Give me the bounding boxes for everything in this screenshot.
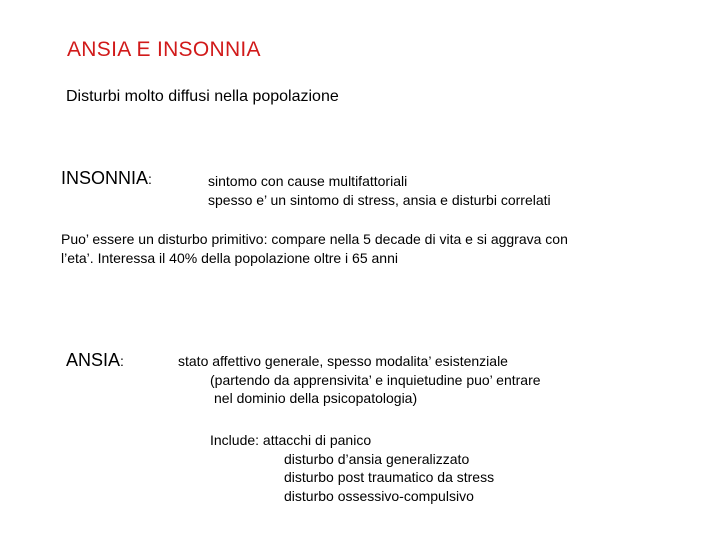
insonnia-colon: : xyxy=(148,171,152,187)
include-item: disturbo post traumatico da stress xyxy=(284,469,495,485)
insonnia-paragraph xyxy=(61,230,568,267)
ansia-term-label: ANSIA xyxy=(66,350,121,370)
ansia-colon: : xyxy=(120,353,124,369)
insonnia-term-label: INSONNIA xyxy=(61,168,149,188)
paragraph-line-1: Puo’ essere un disturbo primitivo: compare nella 5 decade di vita e si aggrava con xyxy=(61,231,568,247)
ansia-line-1: stato affettivo generale, spesso modalita’ esistenziale xyxy=(178,353,508,369)
ansia-description xyxy=(178,352,541,408)
ansia-term xyxy=(66,350,124,371)
slide-subtitle: Disturbi molto diffusi nella popolazione xyxy=(66,88,339,105)
insonnia-description xyxy=(208,172,551,209)
ansia-line-3: nel dominio della psicopatologia) xyxy=(214,390,418,406)
ansia-include-list xyxy=(210,431,494,505)
paragraph-line-2: l’eta’. Interessa il 40% della popolazione oltre i 65 anni xyxy=(61,249,398,266)
include-item: disturbo ossessivo-compulsivo xyxy=(284,487,474,504)
include-label: Include: attacchi di panico xyxy=(210,432,372,448)
insonnia-term xyxy=(61,168,152,189)
include-item: disturbo d’ansia generalizzato xyxy=(284,450,470,467)
insonnia-line-1: sintomo con cause multifattoriali xyxy=(208,173,408,189)
slide-title: ANSIA E INSONNIA xyxy=(67,38,261,61)
insonnia-line-2: spesso e’ un sintomo di stress, ansia e disturbi correlati xyxy=(208,191,551,208)
ansia-line-2: (partendo da apprensivita’ e inquietudine puo’ entrare xyxy=(210,371,541,388)
